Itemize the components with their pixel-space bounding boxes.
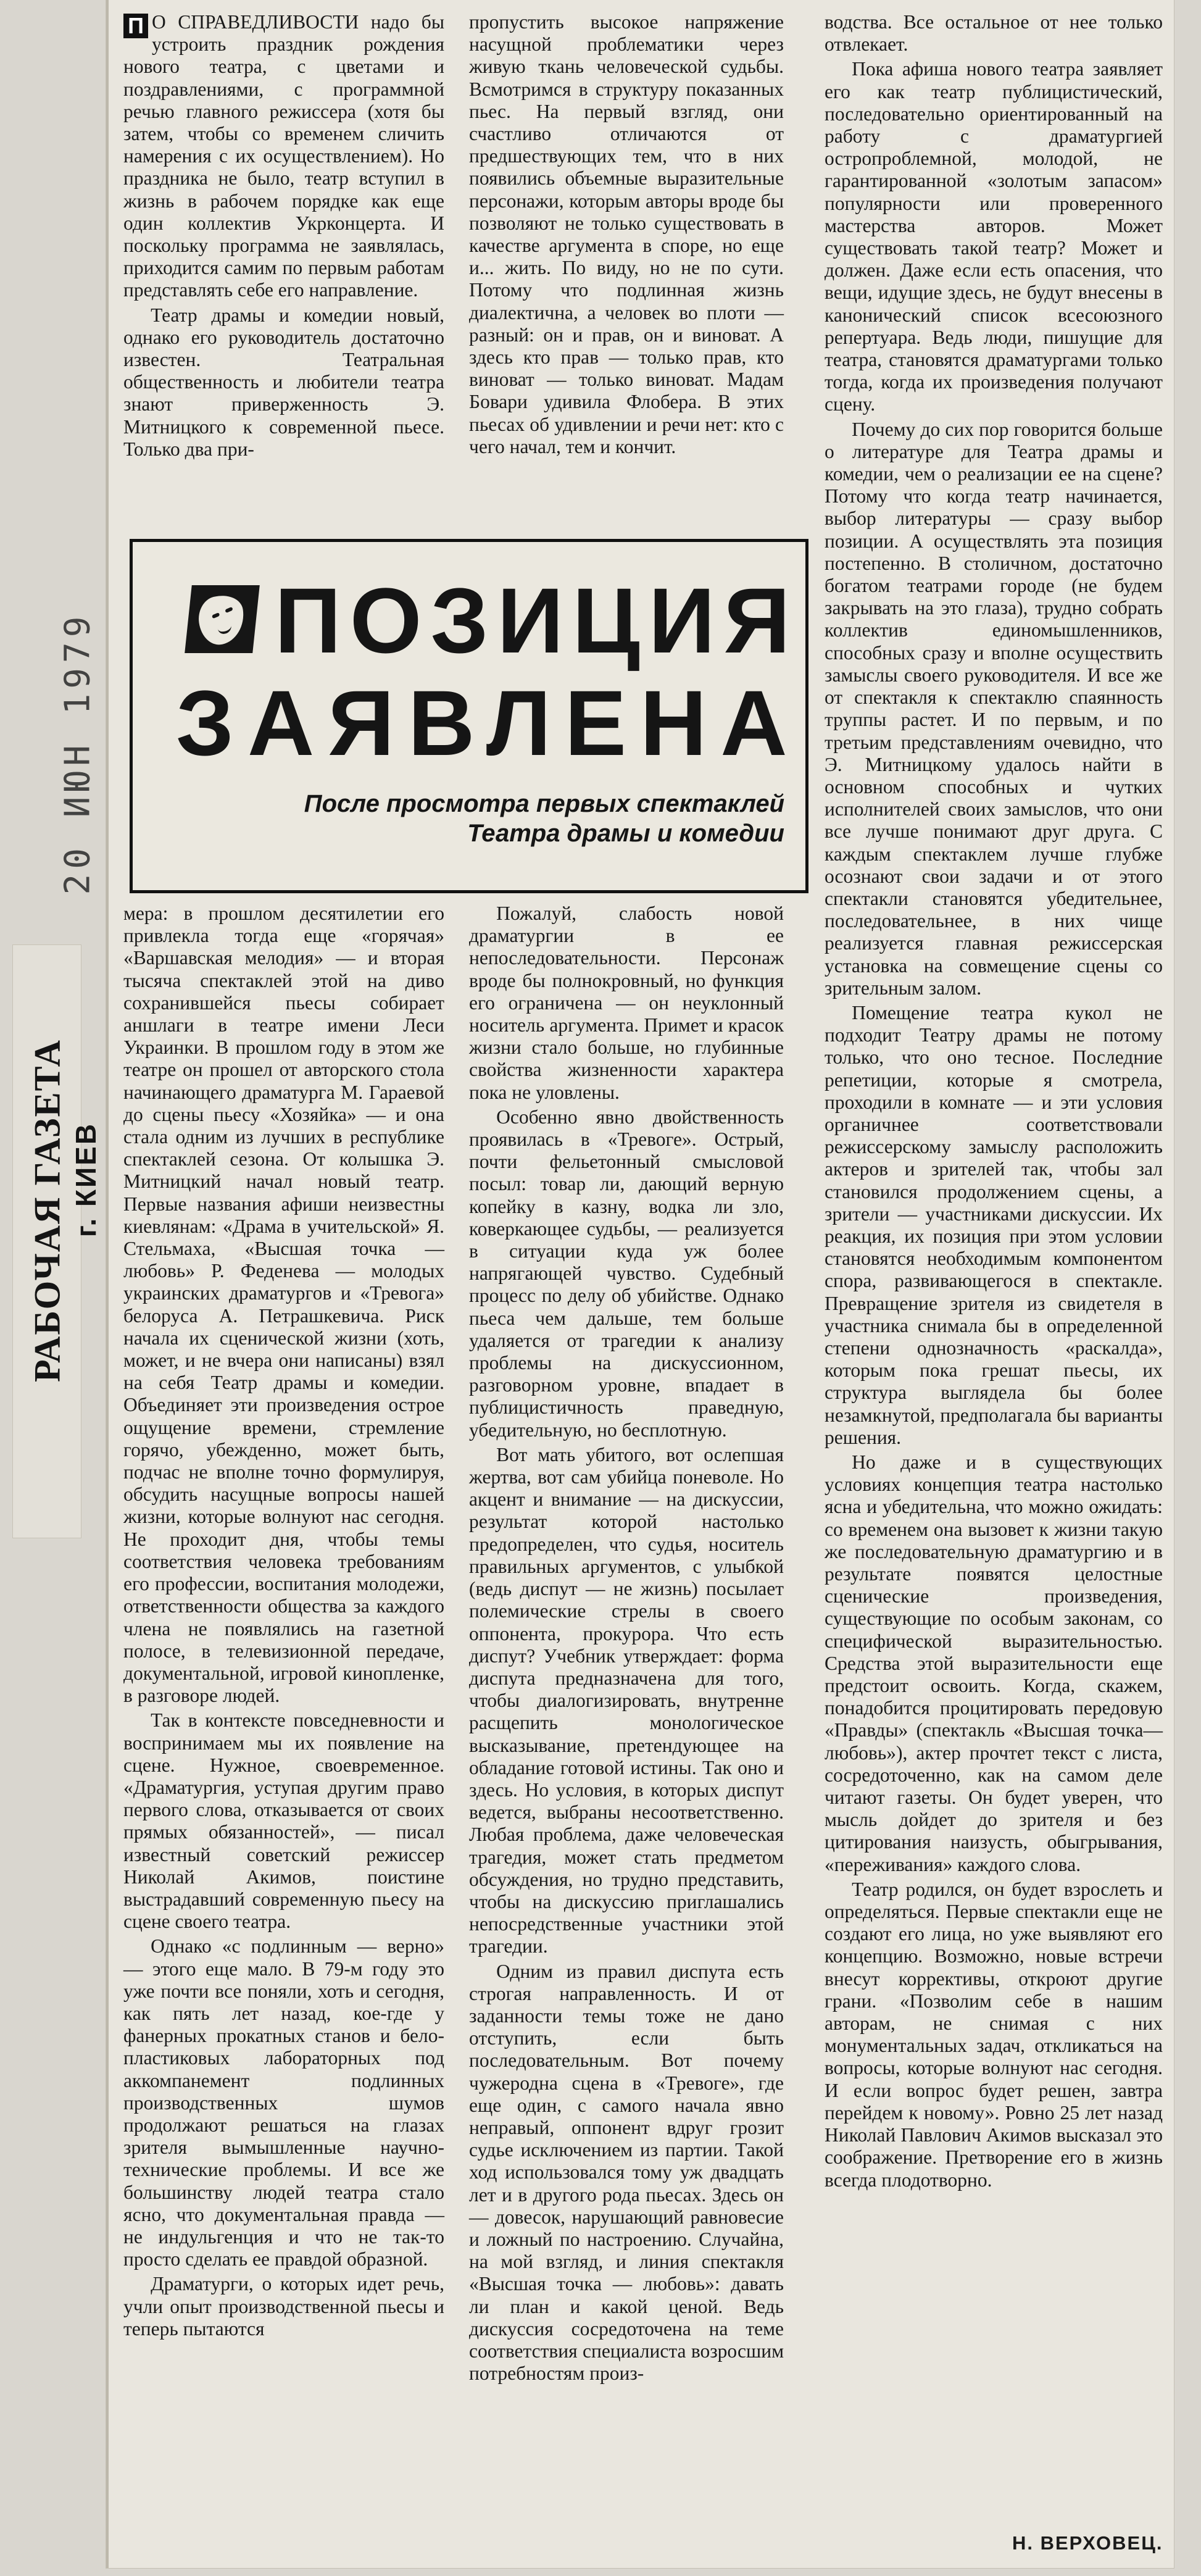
subtitle-line-2: Театра драмы и комедии — [467, 820, 784, 847]
headline-line-1: ПОЗИЦИЯ — [275, 569, 799, 672]
newspaper-label — [12, 944, 102, 1538]
clipping-edge — [106, 0, 109, 2568]
paragraph: Театр драмы и комедии новый, однако его руководитель достаточно известен. Театральная общественность и любители театра знают приверженность Э. Митницкого к современной пьесе. Только два при- — [123, 304, 444, 460]
drop-cap: П — [123, 14, 148, 38]
mask-shape — [196, 590, 247, 649]
date-stamp-text: 20 ИЮН 1979 — [57, 611, 98, 895]
paragraph: Так в контексте повседневности и воспринимаем мы их появление на сцене. Нужное, своевременное. «Драматургия, уступая другим право первого слова, отказывается от своих прямых обязанностей», — писал известный советский режиссер Николай Акимов, поистине выстрадавший современную пьесу на сцене своего театра. — [123, 1709, 444, 1933]
theatre-mask-icon — [185, 585, 260, 653]
paragraph: мера: в прошлом десятилетии его привлекла тогда еще «горячая» «Варшавская мелодия» — и вторая тысяча спектаклей этой на диво сохранившейся пьесы собирает аншлаги в театре имени Леси Украинки. В прошлом году в этом же театре он прошел от авторского стола начинающего драматурга М. Гараевой до сцены пьесу «Хозяйка» — и она стала одним из лучших в республике спектаклей сезона. От колышка Э. Митницкий начал новый театр. Первые названия афиши неизвестны киевлянам: «Драма в учительской» Я. Стельмаха, «Высшая точка — любовь» Р. Феденева — молодых украинских драматургов и «Тревога» белоруса А. Петрашкевича. Риск начала их сценической жизни (хоть, может, и не вчера они написаны) взял на себя Театр драмы и комедии. Объединяет эти произведения острое ощущение времени, стремление горячо, убежденно, может быть, подчас не вполне точно формулируя, обсудить насущные вопросы нашей жизни, которые волнуют нас сегодня. Не проходит дня, чтобы темы соответствия человека требованиям его профессии, воспитания молодежи, ответственности общества за каждого члена не появлялись на газетной полосе, в телевизионной передаче, документальной, игровой кинопленке, в разговоре людей. — [123, 902, 444, 1707]
column-2-top — [469, 11, 784, 458]
headline-line-2: ЗАЯВЛЕНА — [176, 671, 801, 775]
column-2-bottom — [469, 902, 784, 2385]
lead-text: О СПРАВЕДЛИВОСТИ надо бы устроить праздник рождения нового театра, с цветами и поздравлениями, с программной речью главного режиссера (хотя бы затем, чтобы со временем сличить намерения с их осуществлением). Но праздника не было, театр вступил в жизнь в рабочем порядке как еще один коллектив Укрконцерта. И поскольку программа не заявлялась, приходится самим по первым работам представлять себе его направление. — [123, 11, 444, 301]
column-3 — [825, 11, 1163, 2191]
paragraph: Одним из правил диспута есть строгая направленность. И от заданности темы тоже не дано отступить, если быть последовательным. Вот почему чужеродна сцена в «Тревоге», где еще один, с самого начала явно неправый, оппонент вдруг грозит судье исключением из партии. Такой ход использовался тому уж двадцать лет и в другого рода пьесах. Здесь он — довесок, нарушающий равновесие и ложный по настроению. Случайна, на мой взгляд, и линия спектакля «Высшая точка — любовь»: давать ли план и какой ценой. Ведь дискуссия сосредоточена на теме соответствия специалиста возросшим потребностям произ- — [469, 1960, 784, 2385]
paragraph: Однако «с подлинным — верно» — этого еще мало. В 79-м году это уже почти все поняли, хоть и сегодня, как пять лет назад, кое-где у фанерных прокатных станов и бело-пластиковых лабораторных под аккомпанемент подлинных производственных шумов продолжают решаться на глазах зрителя вымышленные научно-технические проблемы. И все же большинству людей театра стало ясно, что документальная правда — не индульгенция и что не так-то просто сделать ее правдой образной. — [123, 1935, 444, 2270]
column-1-bottom — [123, 902, 444, 2340]
author-signature: Н. ВЕРХОВЕЦ. — [1012, 2532, 1163, 2554]
newspaper-city: г. КИЕВ — [70, 1122, 102, 1238]
paragraph: Вот мать убитого, вот ослепшая жертва, вот сам убийца поневоле. Но акцент и внимание — на дискуссии, результат которой настолько предопределен, что судья, носитель правильных аргументов, с улыбкой (ведь диспут — не жизнь) посылает полемические стрелы в своего оппонента, прокурора. Что есть диспут? Учебник утверждает: форма диспута предназначена для того, чтобы диалогизировать, внутренне расщепить монологическое высказывание, претендующее на обладание готовой истины. Так оно и здесь. Но условия, в которых диспут ведется, выбраны несоответственно. Любая проблема, даже человеческая трагедия, может стать предметом обсуждения, но трудно представить, чтобы на дискуссию приглашались непосредственные участники этой трагедии. — [469, 1443, 784, 1957]
newspaper-name: РАБОЧАЯ ГАЗЕТА — [27, 1039, 68, 1382]
paragraph: Пожалуй, слабость новой драматургии в ее непоследовательности. Персонаж вроде бы полнокровный, но функция его ограничена — он неуклонный носитель аргумента. Примет и красок жизни стало больше, но глубинные свойства жизненности характера пока не уловлены. — [469, 902, 784, 1103]
paragraph: Драматурги, о которых идет речь, учли опыт производственной пьесы и теперь пытаются — [123, 2273, 444, 2340]
paragraph: пропустить высокое напряжение насущной проблематики через живую ткань человеческой судьбы. Всмотримся в структуру показанных пьес. На первый взгляд, они счастливо отличаются от предшествующих тем, что в них появились объемные выразительные персонажи, которым авторы вроде бы позволяют не только существовать в качестве аргумента в споре, но еще и... жить. По виду, но не по сути. Потому что подлинная жизнь диалектична, а человек во плоти — разный: он и прав, он и виноват. А здесь кто прав — только прав, кто виноват — только виноват. Мадам Бовари удивила Флобера. В этих пьесах об удивлении и речи нет: кто с чего начал, тем и кончит. — [469, 11, 784, 457]
paragraph: Помещение театра кукол не подходит Театру драмы не потому только, что оно тесное. Последние репетиции, которые я смотрела, проходили в комнате — и эти условия органичнее соответствовали режиссерскому замыслу расположить актеров и зрителей так, чтобы зал становился продолжением сцены, а зрители — участниками дискуссии. Их реакция, их позиция при этом условии становятся необходимым компонентом спора, развивающегося в спектакле. Превращение зрителя из свидетеля в участника снимала бы в определенной степени однозначность «раскалда», которым пока грешат пьесы, их структура выглядела бы более незамкнутой, предполагала бы варианты решения. — [825, 1001, 1163, 1448]
date-stamp — [53, 611, 102, 895]
lead-paragraph — [123, 11, 444, 302]
paragraph: Пока афиша нового театра заявляет его как театр публицистический, последовательно ориентированный на работу с драматургией остропроблемной, молодой, не гарантированной «золотым запасом» популярности или проверенного мастерства авторов. Может существовать такой театр? Может и должен. Даже если есть опасения, что вещи, идущие здесь, не будут внесены в канонический список всесоюзного репертуара. Ведь люди, пишущие для театра, становятся драматургами только тогда, когда их произведения получают сцену. — [825, 58, 1163, 415]
paragraph: Особенно явно двойственность проявилась в «Тревоге». Острый, почти фельетонный смысловой посыл: товар ли, дающий верную копейку в казну, водка ли зло, коверкающее судьбы, — реализуется в ситуации куда уж более напрягающей чувство. Судебный процесс по делу об убийстве. Однако пьеса чем дальше, тем больше удаляется от трагедии к анализу проблемы на дискуссионном, разговорном уровне, впадает в публицистичность праведную, убедительную, но бесплотную. — [469, 1106, 784, 1441]
paragraph: Но даже и в существующих условиях концепция театра настолько ясна и убедительна, что можно ожидать: со временем она вызовет к жизни такую же последовательную драматургию и в результате появятся целостные сценические произведения, существующие по особым законам, со специфической выразительностью. Средства этой выразительности еще предстоит освоить. Когда, скажем, понадобится процитировать передовую «Правды» (спектакль «Высшая точка—любовь»), актер прочтет текст с листа, сосредоточенно, как на самом деле читают газеты. Он будет уверен, что мысль дойдет до зрителя и без цитирования наизусть, обыгрывания, «переживания» каждого слова. — [825, 1451, 1163, 1875]
paragraph: Почему до сих пор говорится больше о литературе для Театра драмы и комедии, чем о реализации ее на сцене? Потому что когда театр начинается, выбор литературы — сразу выбор позиции. А осуществлять эта позиция постепенно. В столичном, достаточно богатом театрами городе (не будем закрывать на это глаза), трудно собрать коллектив единомышленников, способных сразу и вполне осуществить замыслы своего руководителя. И все же от спектакля к спектаклю спаянность труппы растет. И по первым, и по третьим представлениям очевидно, что Э. Митницкому удалось найти в основном способных и чутких исполнителей своих замыслов, что они все лучше понимают друг друга. С каждым спектаклем лучше глубже осознают свои задачи и от этого спектакли становятся убедительнее, последовательнее, в них чище реализуется главная режиссерская установка на совмещение сцены со зрительным залом. — [825, 418, 1163, 999]
subtitle-line-1: После просмотра первых спектаклей — [304, 790, 784, 817]
headline-box — [130, 539, 808, 893]
paragraph: Театр родился, он будет взрослеть и определяться. Первые спектакли еще не создают его лица, но уже выявляют его концепцию. Возможно, новые встречи внесут коррективы, откроют другие грани. «Позволим себе в нашим авторам, не снимая с них монументальных задач, откликаться на вопросы, которые волнуют нас сегодня. И если вопрос будет решен, завтра перейдем к новому». Ровно 25 лет назад Николай Павлович Акимов высказал это соображение. Претворение его в жизнь всегда плодотворно. — [825, 1878, 1163, 2191]
column-1-top — [123, 11, 444, 461]
paragraph: водства. Все остальное от нее только отвлекает. — [825, 11, 1163, 56]
headline-subtitle — [304, 789, 784, 848]
